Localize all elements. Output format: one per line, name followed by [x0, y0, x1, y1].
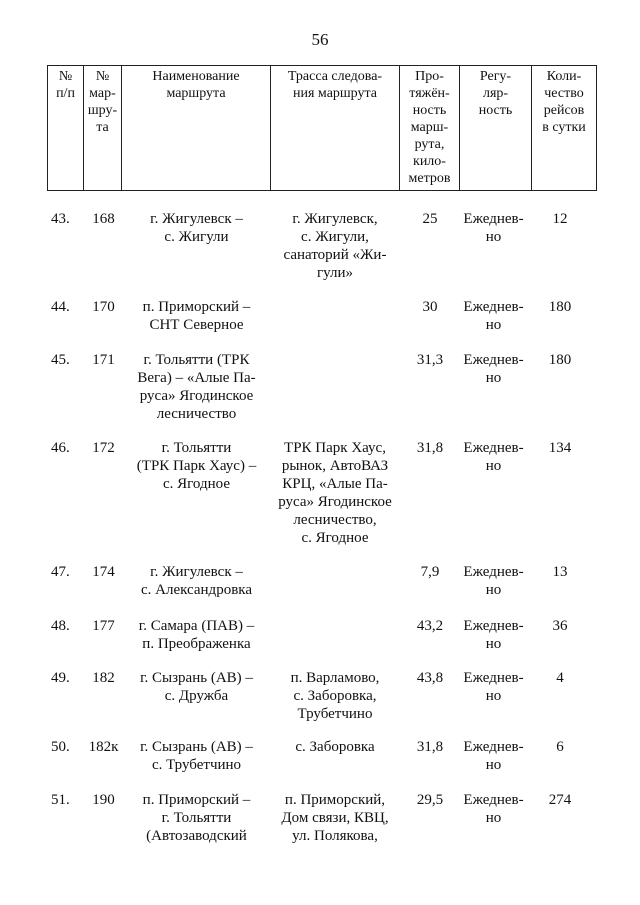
row-number: 43.	[51, 211, 70, 227]
route-regularity: Ежеднев- но	[463, 670, 524, 704]
route-length: 31,8	[416, 440, 444, 456]
route-length: 25	[422, 211, 438, 227]
trips-per-day: 36	[552, 618, 568, 634]
route-path: г. Жигулевск, с. Жигули, санаторий «Жи- гули»	[283, 211, 387, 281]
trips-per-day: 13	[552, 564, 568, 580]
header-row-number: № п/п	[48, 66, 84, 191]
route-name: г. Тольятти (ТРК Вега) – «Алые Па- руса» Ягодинское лесничество	[137, 352, 256, 422]
route-name: г. Тольятти (ТРК Парк Хаус) – с. Ягодное	[136, 440, 257, 492]
row-number: 45.	[51, 352, 70, 368]
route-number: 168	[92, 211, 115, 227]
routes-table-header	[47, 65, 597, 191]
route-regularity: Ежеднев- но	[463, 739, 524, 773]
route-name: г. Сызрань (АВ) – с. Дружба	[140, 670, 253, 704]
route-name: п. Приморский – СНТ Северное	[142, 299, 251, 333]
trips-per-day: 4	[556, 670, 564, 686]
trips-per-day: 180	[548, 299, 572, 315]
route-length: 7,9	[420, 564, 440, 580]
header-regularity: Регу- ляр- ность	[460, 66, 532, 191]
trips-per-day: 6	[556, 739, 564, 755]
route-length: 43,2	[416, 618, 444, 634]
row-number: 51.	[51, 792, 70, 808]
route-number: 182к	[88, 739, 119, 755]
route-length: 31,3	[416, 352, 444, 368]
header-route-name: Наименование маршрута	[122, 66, 271, 191]
route-length: 30	[422, 299, 438, 315]
header-trips-per-day: Коли- чество рейсов в сутки	[532, 66, 597, 191]
route-name: г. Жигулевск – с. Жигули	[150, 211, 243, 245]
route-name: г. Жигулевск – с. Александровка	[140, 564, 252, 598]
route-path: с. Заборовка	[295, 739, 375, 755]
route-name: п. Приморский – г. Тольятти (Автозаводский	[142, 792, 251, 844]
route-number: 170	[92, 299, 115, 315]
route-regularity: Ежеднев- но	[463, 440, 524, 474]
header-route-path: Трасса следова- ния маршрута	[271, 66, 400, 191]
route-number: 190	[92, 792, 115, 808]
route-length: 43,8	[416, 670, 444, 686]
route-regularity: Ежеднев- но	[463, 618, 524, 652]
route-name: г. Самара (ПАВ) – п. Преображенка	[138, 618, 255, 652]
route-path: п. Варламово, с. Заборовка, Трубетчино	[290, 670, 380, 722]
route-length: 31,8	[416, 739, 444, 755]
row-number: 44.	[51, 299, 70, 315]
route-regularity: Ежеднев- но	[463, 792, 524, 826]
page-number: 56	[311, 30, 329, 49]
route-name: г. Сызрань (АВ) – с. Трубетчино	[140, 739, 253, 773]
route-regularity: Ежеднев- но	[463, 211, 524, 245]
row-number: 48.	[51, 618, 70, 634]
route-regularity: Ежеднев- но	[463, 299, 524, 333]
route-path: ТРК Парк Хаус, рынок, АвтоВАЗ КРЦ, «Алые Па- руса» Ягодинское лесничество, с. Ягодное	[278, 440, 392, 546]
header-route-length: Про- тяжён- ность марш- рута, кило- метров	[400, 66, 460, 191]
route-number: 174	[92, 564, 115, 580]
row-number: 50.	[51, 739, 70, 755]
route-number: 172	[92, 440, 115, 456]
route-regularity: Ежеднев- но	[463, 564, 524, 598]
trips-per-day: 180	[548, 352, 572, 368]
route-number: 171	[92, 352, 115, 368]
trips-per-day: 134	[548, 440, 572, 456]
route-length: 29,5	[416, 792, 444, 808]
trips-per-day: 274	[548, 792, 572, 808]
row-number: 49.	[51, 670, 70, 686]
row-number: 47.	[51, 564, 70, 580]
route-regularity: Ежеднев- но	[463, 352, 524, 386]
header-route-number: № мар- шру- та	[84, 66, 122, 191]
row-number: 46.	[51, 440, 70, 456]
route-number: 182	[92, 670, 115, 686]
route-path: п. Приморский, Дом связи, КВЦ, ул. Полякова,	[281, 792, 389, 844]
route-number: 177	[92, 618, 115, 634]
trips-per-day: 12	[552, 211, 568, 227]
